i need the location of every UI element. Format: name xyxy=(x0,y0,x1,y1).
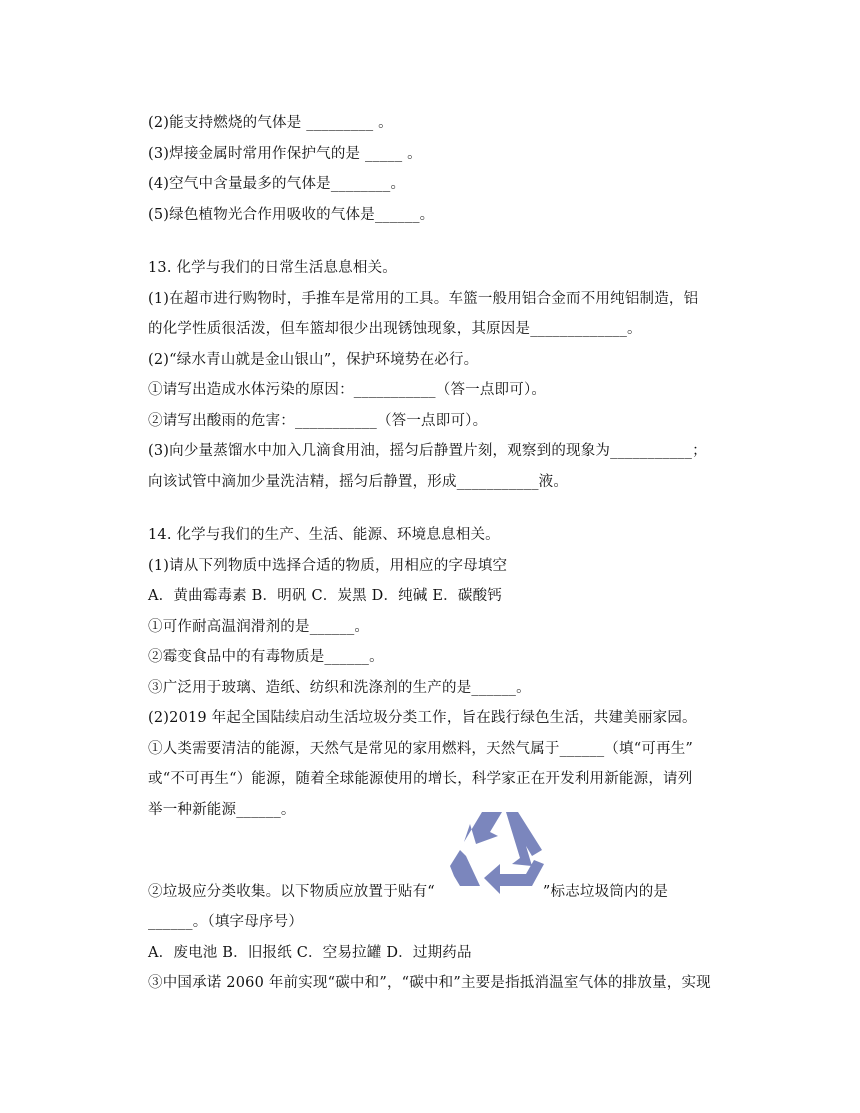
q13-part2-item-a: ①请写出造成水体污染的原因：___________（答一点即可）。 xyxy=(148,382,547,398)
q14-part2-item-a-line1: ①人类需要清洁的能源，天然气是常见的家用燃料，天然气属于______（填“可再生” xyxy=(148,741,694,757)
q14-part2-item-b-text-after: ”标志垃圾筒内的是 xyxy=(542,884,669,900)
q14-part1-item-c: ③广泛用于玻璃、造纸、纺织和洗涤剂的生产的是______。 xyxy=(148,680,531,696)
q13-part1-line2: 的化学性质很活泼，但车篮却很少出现锈蚀现象，其原因是_____________。 xyxy=(148,321,642,337)
q14-part1-item-b: ②霉变食品中的有毒物质是______。 xyxy=(148,649,384,665)
q12-item-2: (2)能支持燃烧的气体是 _________ 。 xyxy=(148,115,393,131)
recycle-icon xyxy=(446,804,552,896)
recycle-arrow-bottom xyxy=(484,860,544,894)
q12-item-4: (4)空气中含量最多的气体是________。 xyxy=(148,176,406,192)
q14-part2-intro: (2)2019 年起全国陆续启动生活垃圾分类工作，旨在践行绿色生活，共建美丽家园。 xyxy=(148,710,697,726)
q14-part1-intro: (1)请从下列物质中选择合适的物质，用相应的字母填空 xyxy=(148,558,508,574)
q12-item-5: (5)绿色植物光合作用吸收的气体是______。 xyxy=(148,207,435,223)
q12-item-3: (3)焊接金属时常用作保护气的是 _____ 。 xyxy=(148,146,422,162)
q14-part2-item-b-text-before: ②垃圾应分类收集。以下物质应放置于贴有“ xyxy=(148,884,435,900)
recycle-arrow-right xyxy=(506,812,542,866)
q14-part2-item-b-options: A．废电池 B．旧报纸 C．空易拉罐 D．过期药品 xyxy=(148,945,472,961)
recycle-arrows xyxy=(450,812,544,894)
recycle-arrow-left xyxy=(450,850,480,886)
q14-part1-options: A．黄曲霉毒素 B．明矾 C．炭黑 D．纯碱 E．碳酸钙 xyxy=(148,588,502,604)
q13-part3-line2: 向该试管中滴加少量洗洁精，摇匀后静置，形成___________液。 xyxy=(148,474,569,490)
q13-part1-line1: (1)在超市进行购物时，手推车是常用的工具。车篮一般用铝合金而不用纯铝制造，铝 xyxy=(148,291,699,307)
q14-part1-item-a: ①可作耐高温润滑剂的是______。 xyxy=(148,619,370,635)
q14-part2-item-a-line2: 或“不可再生“）能源，随着全球能源使用的增长，科学家正在开发利用新能源，请列 xyxy=(148,771,693,787)
q14-part2-item-b-line1 xyxy=(148,882,718,902)
q13-title: 13. 化学与我们的日常生活息息相关。 xyxy=(148,260,397,276)
q13-part2-item-b: ②请写出酸雨的危害：___________（答一点即可）。 xyxy=(148,413,488,429)
q14-part2-item-b-line2: ______。（填字母序号） xyxy=(148,914,304,930)
q14-part2-item-a-line3: 举一种新能源______。 xyxy=(148,802,296,818)
q13-part2-intro: (2)“绿水青山就是金山银山”，保护环境势在必行。 xyxy=(148,352,479,368)
q14-part2-item-c-line1: ③中国承诺 2060 年前实现“碳中和”，“碳中和”主要是指抵消温室气体的排放量，实现 xyxy=(148,975,711,991)
q14-title: 14. 化学与我们的生产、生活、能源、环境息息相关。 xyxy=(148,527,500,543)
q13-part3-line1: (3)向少量蒸馏水中加入几滴食用油，摇匀后静置片刻，观察到的现象为___________； xyxy=(148,443,707,459)
recycle-arrow-top xyxy=(464,812,502,844)
